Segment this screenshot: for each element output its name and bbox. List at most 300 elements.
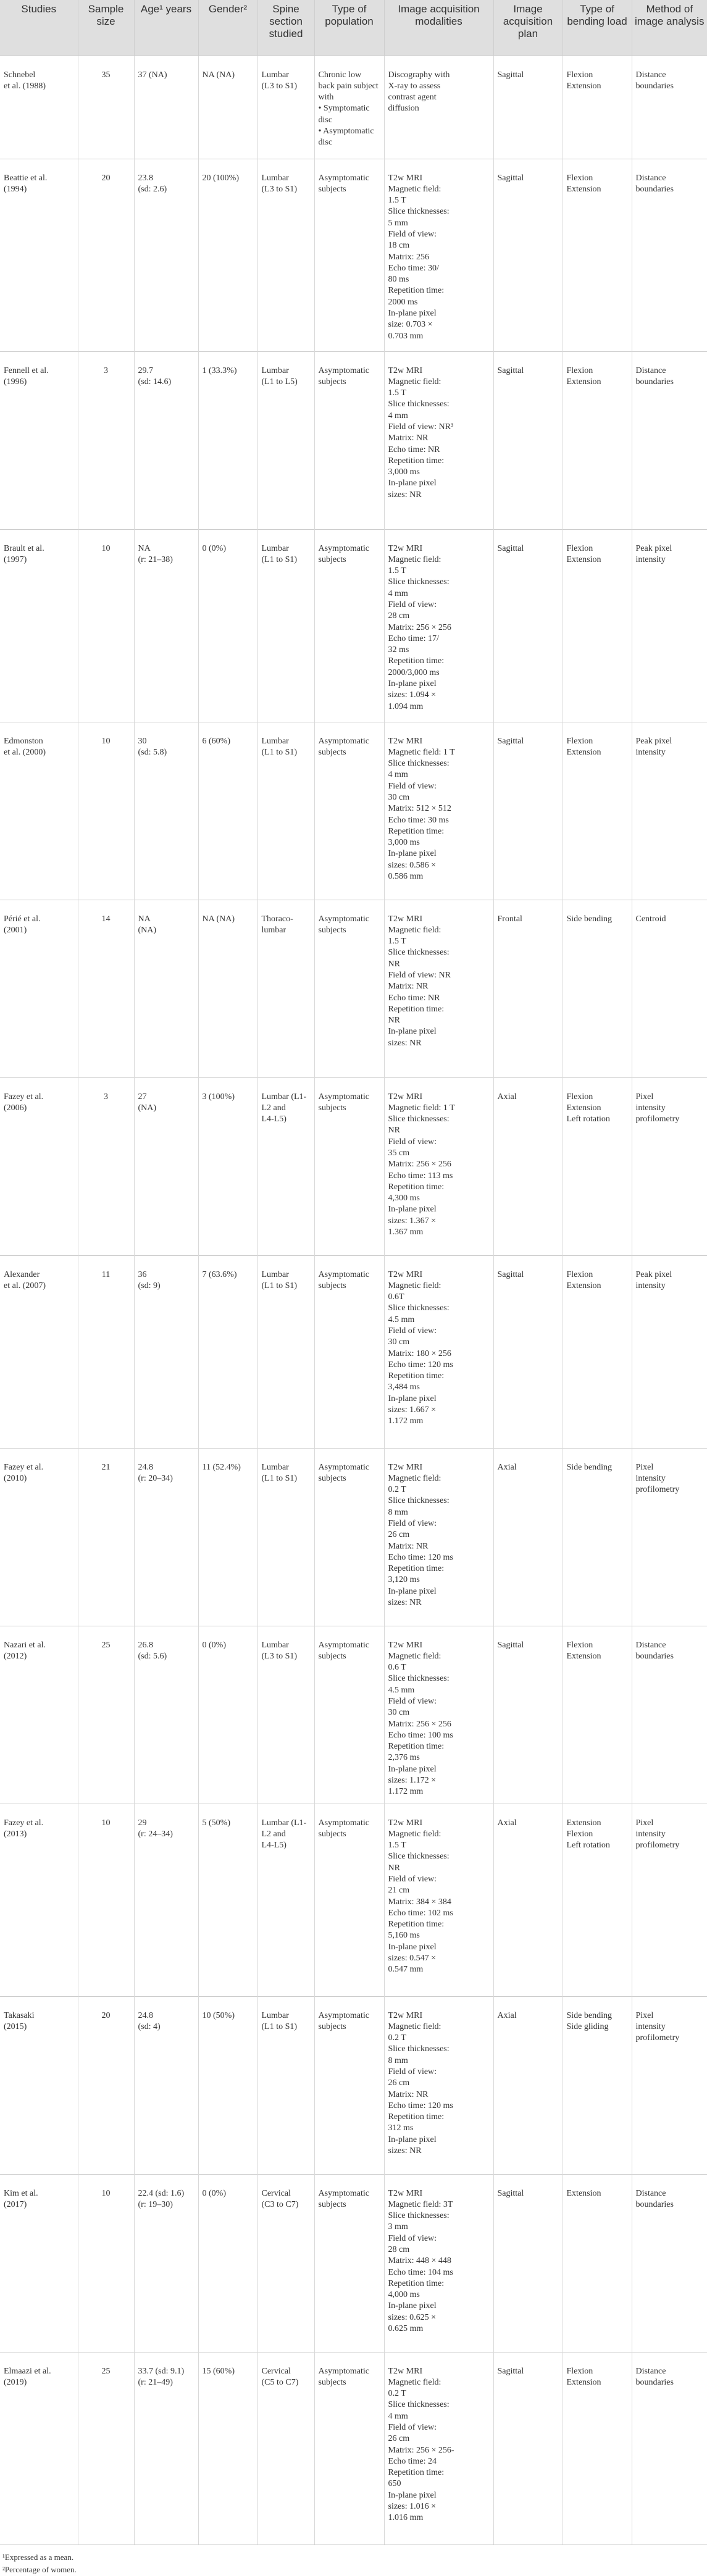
cell-line: Magnetic field: 1 T <box>388 1103 455 1113</box>
cell-line: 1.094 mm <box>388 701 424 711</box>
cell-gender <box>198 1077 257 1255</box>
cell-line: 28 cm <box>388 611 410 621</box>
cell-line: 28 cm <box>388 2244 410 2254</box>
cell-spine <box>257 1448 314 1626</box>
cell-spine <box>257 2174 314 2352</box>
cell-line: (r: 24–34) <box>138 1829 173 1839</box>
cell-line: 23.8 <box>138 173 153 183</box>
cell-line: subjects <box>318 2022 346 2031</box>
cell-sample <box>78 2352 134 2545</box>
cell-line: Magnetic field: <box>388 2377 441 2387</box>
cell-plan <box>493 1255 563 1448</box>
table-row <box>0 1077 707 1255</box>
cell-line: NA (NA) <box>202 914 235 924</box>
cell-line: Brault et al. <box>4 543 44 553</box>
cell-line: 26 cm <box>388 2078 410 2088</box>
cell-line: T2w MRI <box>388 173 423 183</box>
cell-line: Matrix: NR <box>388 1541 429 1551</box>
table-row <box>0 1626 707 1804</box>
cell-line: Distance <box>635 2366 666 2376</box>
cell-line: Repetition time: <box>388 656 445 666</box>
cell-line: 20 (100%) <box>202 173 239 183</box>
cell-line: Matrix: 256 × 256 <box>388 1160 451 1169</box>
table-body <box>0 56 707 2545</box>
cell-study <box>0 529 78 722</box>
cell-line: Extension <box>566 184 601 194</box>
cell-method <box>632 900 707 1077</box>
cell-line: (sd: 14.6) <box>138 377 172 387</box>
cell-spine <box>257 1077 314 1255</box>
cell-line: • Asymptomatic <box>318 126 374 136</box>
cell-line: Asymptomatic <box>318 366 369 375</box>
cell-line: Flexion <box>566 1640 593 1650</box>
cell-line: Lumbar <box>261 70 289 80</box>
cell-line: Beattie et al. <box>4 173 48 183</box>
cell-line: et al. (2000) <box>4 747 46 757</box>
cell-line: Left rotation <box>566 1841 610 1850</box>
cell-age <box>134 1996 198 2174</box>
cell-line: Sagittal <box>497 173 524 183</box>
cell-method <box>632 1448 707 1626</box>
cell-line: In-plane pixel <box>388 1027 437 1037</box>
cell-plan <box>493 56 563 159</box>
cell-line: 0.586 mm <box>388 872 424 882</box>
cell-line: 25 <box>101 2366 111 2376</box>
cell-line: 11 <box>101 1269 111 1279</box>
cell-spine <box>257 1626 314 1804</box>
cell-line: (r: 20–34) <box>138 1473 173 1483</box>
cell-line: In-plane pixel <box>388 309 437 319</box>
cell-line: Slice thicknesses: <box>388 2400 450 2410</box>
cell-line: Slice thicknesses: <box>388 1852 450 1862</box>
cell-population <box>314 1996 384 2174</box>
cell-line: T2w MRI <box>388 2010 423 2020</box>
cell-line: In-plane pixel <box>388 679 437 689</box>
cell-line: Extension <box>566 747 601 757</box>
cell-modalities <box>384 2174 493 2352</box>
cell-line: (sd: 2.6) <box>138 184 167 194</box>
cell-line: disc <box>318 115 333 125</box>
cell-method <box>632 1077 707 1255</box>
cell-age <box>134 2174 198 2352</box>
cell-line: subjects <box>318 747 346 757</box>
cell-line: et al. (2007) <box>4 1281 46 1290</box>
cell-line: Thoraco- <box>261 914 293 924</box>
cell-load <box>563 56 632 159</box>
cell-line: 8 mm <box>388 1507 408 1517</box>
cell-line: 0 (0%) <box>202 543 226 553</box>
cell-line: Axial <box>497 1092 517 1102</box>
cell-line: 80 ms <box>388 275 409 285</box>
cell-population <box>314 351 384 529</box>
col-header-population: Type of population <box>314 0 384 56</box>
cell-line: Matrix: 256 <box>388 252 429 262</box>
cell-line: boundaries <box>635 1651 674 1661</box>
cell-line: Lumbar <box>261 736 289 746</box>
cell-line: 21 cm <box>388 1886 410 1896</box>
cell-line: NA <box>138 914 151 924</box>
cell-line: 0.625 mm <box>388 2324 424 2334</box>
cell-line: boundaries <box>635 377 674 387</box>
cell-modalities <box>384 1448 493 1626</box>
cell-method <box>632 1626 707 1804</box>
cell-line: Extension <box>566 2188 601 2198</box>
cell-line: sizes: 1.667 × <box>388 1405 436 1415</box>
cell-line: 21 <box>101 1462 111 1472</box>
cell-line: In-plane pixel <box>388 1205 437 1215</box>
cell-line: Magnetic field: <box>388 925 441 935</box>
cell-line: sizes: NR <box>388 490 422 500</box>
cell-line: 24.8 <box>138 1462 153 1472</box>
cell-spine <box>257 2352 314 2545</box>
cell-line: Echo time: 120 ms <box>388 1360 453 1370</box>
cell-line: Frontal <box>497 914 522 924</box>
cell-method <box>632 2174 707 2352</box>
cell-load <box>563 2174 632 2352</box>
cell-line: 4 mm <box>388 588 408 598</box>
cell-line: Lumbar (L1- <box>261 1092 307 1102</box>
cell-study <box>0 56 78 159</box>
cell-population <box>314 56 384 159</box>
cell-line: 35 cm <box>388 1148 410 1158</box>
cell-line: Flexion <box>566 70 593 80</box>
cell-line: 15 (60%) <box>202 2366 235 2376</box>
cell-line: (L1 to S1) <box>261 2022 298 2031</box>
cell-population <box>314 1626 384 1804</box>
cell-line: sizes: NR <box>388 1038 422 1048</box>
cell-line: Echo time: 30/ <box>388 263 439 273</box>
cell-plan <box>493 2174 563 2352</box>
cell-age <box>134 1448 198 1626</box>
cell-line: In-plane pixel <box>388 1764 437 1774</box>
cell-modalities <box>384 722 493 900</box>
cell-line: 20 <box>101 2010 111 2020</box>
cell-line: (1994) <box>4 184 27 194</box>
cell-gender <box>198 529 257 722</box>
cell-line: 7 (63.6%) <box>202 1269 237 1279</box>
cell-line: 26 cm <box>388 1530 410 1540</box>
cell-line: profilometry <box>635 1114 680 1124</box>
cell-line: Repetition time: <box>388 1182 445 1192</box>
cell-line: Fazey et al. <box>4 1462 44 1472</box>
cell-line: sizes: 1.094 × <box>388 690 436 700</box>
cell-line: 2000/3,000 ms <box>388 667 440 677</box>
cell-line: In-plane pixel <box>388 1586 437 1596</box>
cell-line: Edmonston <box>4 736 43 746</box>
cell-line: Cervical <box>261 2188 291 2198</box>
cell-line: 0.2 T <box>388 2033 406 2043</box>
cell-line: Extension <box>566 2377 601 2387</box>
cell-line: size: 0.703 × <box>388 320 433 330</box>
cell-line: Asymptomatic <box>318 1818 369 1828</box>
cell-line: Magnetic field: <box>388 1651 441 1661</box>
cell-line: 3,120 ms <box>388 1575 420 1585</box>
cell-sample <box>78 351 134 529</box>
cell-line: sizes: NR <box>388 1598 422 1608</box>
cell-line: Matrix: NR <box>388 433 429 443</box>
cell-line: Echo time: 30 ms <box>388 815 449 825</box>
cell-line: 27 <box>138 1092 147 1102</box>
cell-line: Lumbar <box>261 543 289 553</box>
cell-load <box>563 900 632 1077</box>
cell-line: T2w MRI <box>388 736 423 746</box>
cell-line: 1.016 mm <box>388 2513 424 2523</box>
cell-line: 4 mm <box>388 770 408 780</box>
cell-line: T2w MRI <box>388 366 423 375</box>
cell-line: 3 <box>104 1092 108 1102</box>
cell-line: L4-L5) <box>261 1114 287 1124</box>
cell-line: (sd: 9) <box>138 1281 161 1290</box>
cell-gender <box>198 1255 257 1448</box>
cell-line: Extension <box>566 554 601 564</box>
cell-line: Cervical <box>261 2366 291 2376</box>
cell-line: Asymptomatic <box>318 2366 369 2376</box>
cell-line: Echo time: 17/ <box>388 634 439 643</box>
cell-line: Flexion <box>566 2366 593 2376</box>
cell-line: 29 <box>138 1818 147 1828</box>
cell-line: 32 ms <box>388 645 409 655</box>
cell-line: Centroid <box>635 914 666 924</box>
cell-population <box>314 1448 384 1626</box>
cell-method <box>632 529 707 722</box>
cell-age <box>134 529 198 722</box>
cell-line: Flexion <box>566 1269 593 1279</box>
cell-sample <box>78 1077 134 1255</box>
cell-line: Asymptomatic <box>318 173 369 183</box>
cell-line: (sd: 5.8) <box>138 747 167 757</box>
cell-line: NR <box>388 1126 400 1135</box>
cell-modalities <box>384 159 493 351</box>
cell-study <box>0 722 78 900</box>
cell-line: Matrix: 180 × 256 <box>388 1349 451 1358</box>
cell-gender <box>198 1804 257 1996</box>
cell-gender <box>198 56 257 159</box>
cell-load <box>563 1077 632 1255</box>
cell-line: (L1 to S1) <box>261 747 298 757</box>
cell-study <box>0 2174 78 2352</box>
cell-sample <box>78 1996 134 2174</box>
cell-line: T2w MRI <box>388 1269 423 1279</box>
cell-line: Repetition time: <box>388 826 445 836</box>
cell-line: Slice thicknesses: <box>388 577 450 587</box>
cell-plan <box>493 2352 563 2545</box>
cell-line: NR <box>388 1016 400 1026</box>
cell-line: Asymptomatic <box>318 1640 369 1650</box>
cell-line: 10 <box>101 1818 111 1828</box>
cell-line: T2w MRI <box>388 1818 423 1828</box>
cell-line: Field of view: <box>388 2067 437 2076</box>
cell-line: Matrix: 448 × 448 <box>388 2256 451 2266</box>
cell-gender <box>198 2174 257 2352</box>
cell-line: 33.7 (sd: 9.1) <box>138 2366 185 2376</box>
cell-line: Extension <box>566 1818 601 1828</box>
cell-line: 10 <box>101 543 111 553</box>
cell-line: Takasaki <box>4 2010 35 2020</box>
col-header-bending-load: Type of bending load <box>563 0 632 56</box>
cell-spine <box>257 56 314 159</box>
cell-modalities <box>384 1077 493 1255</box>
cell-line: Slice thicknesses: <box>388 1303 450 1313</box>
cell-load <box>563 529 632 722</box>
cell-line: Echo time: NR <box>388 993 440 1003</box>
cell-modalities <box>384 1626 493 1804</box>
cell-sample <box>78 56 134 159</box>
cell-line: sizes: 0.547 × <box>388 1954 436 1963</box>
cell-line: (C5 to C7) <box>261 2377 299 2387</box>
cell-plan <box>493 1996 563 2174</box>
cell-line: 26.8 <box>138 1640 153 1650</box>
cell-population <box>314 722 384 900</box>
cell-modalities <box>384 351 493 529</box>
cell-line: 18 cm <box>388 241 410 251</box>
cell-line: 11 (52.4%) <box>202 1462 241 1472</box>
cell-line: Field of view: <box>388 1137 437 1147</box>
cell-line: In-plane pixel <box>388 2135 437 2144</box>
cell-line: T2w MRI <box>388 1092 423 1102</box>
cell-line: Field of view: <box>388 1874 437 1884</box>
cell-study <box>0 1255 78 1448</box>
cell-line: Lumbar <box>261 366 289 375</box>
cell-line: Distance <box>635 1640 666 1650</box>
cell-plan <box>493 529 563 722</box>
cell-method <box>632 56 707 159</box>
cell-line: subjects <box>318 554 346 564</box>
cell-line: Axial <box>497 2010 517 2020</box>
cell-line: Discography with <box>388 70 450 80</box>
cell-line: In-plane pixel <box>388 1394 437 1403</box>
cell-line: 25 <box>101 1640 111 1650</box>
cell-line: Repetition time: <box>388 1004 445 1014</box>
cell-line: 37 (NA) <box>138 70 167 80</box>
cell-line: Lumbar <box>261 2010 289 2020</box>
cell-line: Magnetic field: 1 T <box>388 747 455 757</box>
cell-line: Axial <box>497 1462 517 1472</box>
cell-line: 4 mm <box>388 2411 408 2421</box>
cell-load <box>563 722 632 900</box>
cell-line: Echo time: 100 ms <box>388 1730 453 1740</box>
cell-line: • Symptomatic <box>318 104 370 114</box>
cell-line: Repetition time: <box>388 2468 445 2478</box>
cell-line: 1.172 mm <box>388 1416 424 1426</box>
cell-line: Matrix: 384 × 384 <box>388 1897 451 1907</box>
cell-line: 1.367 mm <box>388 1227 424 1237</box>
cell-line: Kim et al. <box>4 2188 38 2198</box>
cell-line: Magnetic field: <box>388 1473 441 1483</box>
cell-population <box>314 159 384 351</box>
cell-spine <box>257 722 314 900</box>
cell-load <box>563 2352 632 2545</box>
cell-method <box>632 159 707 351</box>
cell-line: (C3 to C7) <box>261 2199 299 2209</box>
cell-line: Sagittal <box>497 2188 524 2198</box>
cell-line: 30 cm <box>388 1337 410 1347</box>
cell-line: (r: 21–38) <box>138 554 173 564</box>
cell-gender <box>198 722 257 900</box>
cell-line: Asymptomatic <box>318 2010 369 2020</box>
cell-line: 20 <box>101 173 111 183</box>
cell-line: 4.5 mm <box>388 1315 415 1324</box>
cell-line: Sagittal <box>497 1269 524 1279</box>
cell-plan <box>493 1448 563 1626</box>
cell-line: Elmaazi et al. <box>4 2366 51 2376</box>
cell-line: Echo time: 120 ms <box>388 1552 453 1562</box>
cell-line: (L1 to L5) <box>261 377 298 387</box>
cell-line: 14 <box>101 914 111 924</box>
cell-line: Matrix: 256 × 256- <box>388 2445 454 2455</box>
table-row <box>0 1804 707 1996</box>
table-row <box>0 722 707 900</box>
cell-line: (1996) <box>4 377 27 387</box>
cell-study <box>0 351 78 529</box>
cell-line: contrast agent <box>388 93 437 102</box>
cell-sample <box>78 159 134 351</box>
cell-line: (L1 to S1) <box>261 1281 298 1290</box>
cell-line: Lumbar <box>261 1640 289 1650</box>
cell-line: subjects <box>318 1473 346 1483</box>
cell-line: 1.5 T <box>388 196 406 206</box>
cell-line: T2w MRI <box>388 2366 423 2376</box>
cell-line: Peak pixel <box>635 736 672 746</box>
cell-population <box>314 529 384 722</box>
cell-line: Flexion <box>566 1092 593 1102</box>
cell-line: intensity <box>635 2022 666 2031</box>
cell-line: 0.2 T <box>388 2389 406 2399</box>
cell-line: (2001) <box>4 925 27 935</box>
cell-line: Extension <box>566 81 601 91</box>
cell-load <box>563 1804 632 1996</box>
cell-line: Peak pixel <box>635 543 672 553</box>
cell-line: Side bending <box>566 1462 612 1472</box>
cell-line: intensity <box>635 1473 666 1483</box>
cell-line: 3,484 ms <box>388 1382 420 1392</box>
cell-line: T2w MRI <box>388 543 423 553</box>
cell-line: Slice thicknesses: <box>388 759 450 769</box>
cell-line: subjects <box>318 184 346 194</box>
cell-line: 22.4 (sd: 1.6) <box>138 2188 185 2198</box>
cell-sample <box>78 1626 134 1804</box>
cell-line: 10 <box>101 2188 111 2198</box>
cell-line: 0 (0%) <box>202 2188 226 2198</box>
cell-plan <box>493 1626 563 1804</box>
cell-population <box>314 1804 384 1996</box>
cell-plan <box>493 1077 563 1255</box>
cell-line: L4-L5) <box>261 1841 287 1850</box>
cell-spine <box>257 351 314 529</box>
cell-line: (L1 to S1) <box>261 1473 298 1483</box>
cell-line: sizes: 1.016 × <box>388 2502 436 2512</box>
cell-line: 3 (100%) <box>202 1092 235 1102</box>
cell-load <box>563 351 632 529</box>
col-header-sample-size: Sample size <box>78 0 134 56</box>
cell-line: Sagittal <box>497 70 524 80</box>
cell-line: 1.5 T <box>388 1841 406 1850</box>
cell-line: subjects <box>318 377 346 387</box>
cell-population <box>314 2352 384 2545</box>
table-row <box>0 159 707 351</box>
cell-spine <box>257 900 314 1077</box>
cell-line: 35 <box>101 70 111 80</box>
cell-line: (L3 to S1) <box>261 1651 298 1661</box>
cell-line: Fennell et al. <box>4 366 49 375</box>
cell-line: Sagittal <box>497 366 524 375</box>
cell-line: Sagittal <box>497 736 524 746</box>
cell-line: Extension <box>566 377 601 387</box>
cell-line: L2 and <box>261 1829 286 1839</box>
cell-line: lumbar <box>261 925 287 935</box>
cell-line: 0.2 T <box>388 1485 406 1495</box>
cell-modalities <box>384 2352 493 2545</box>
cell-line: 3 mm <box>388 2222 408 2232</box>
